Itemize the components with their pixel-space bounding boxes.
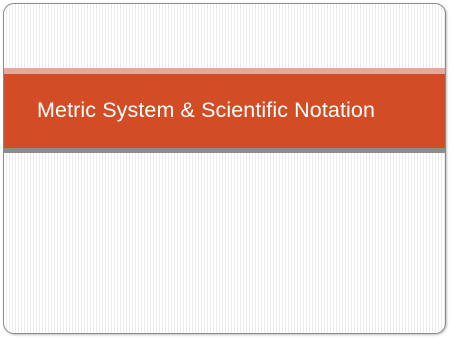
title-band (4, 74, 445, 148)
slide-title[interactable]: Metric System & Scientific Notation (37, 98, 376, 122)
title-band-bottom-accent (4, 148, 445, 153)
title-slide (3, 3, 446, 334)
